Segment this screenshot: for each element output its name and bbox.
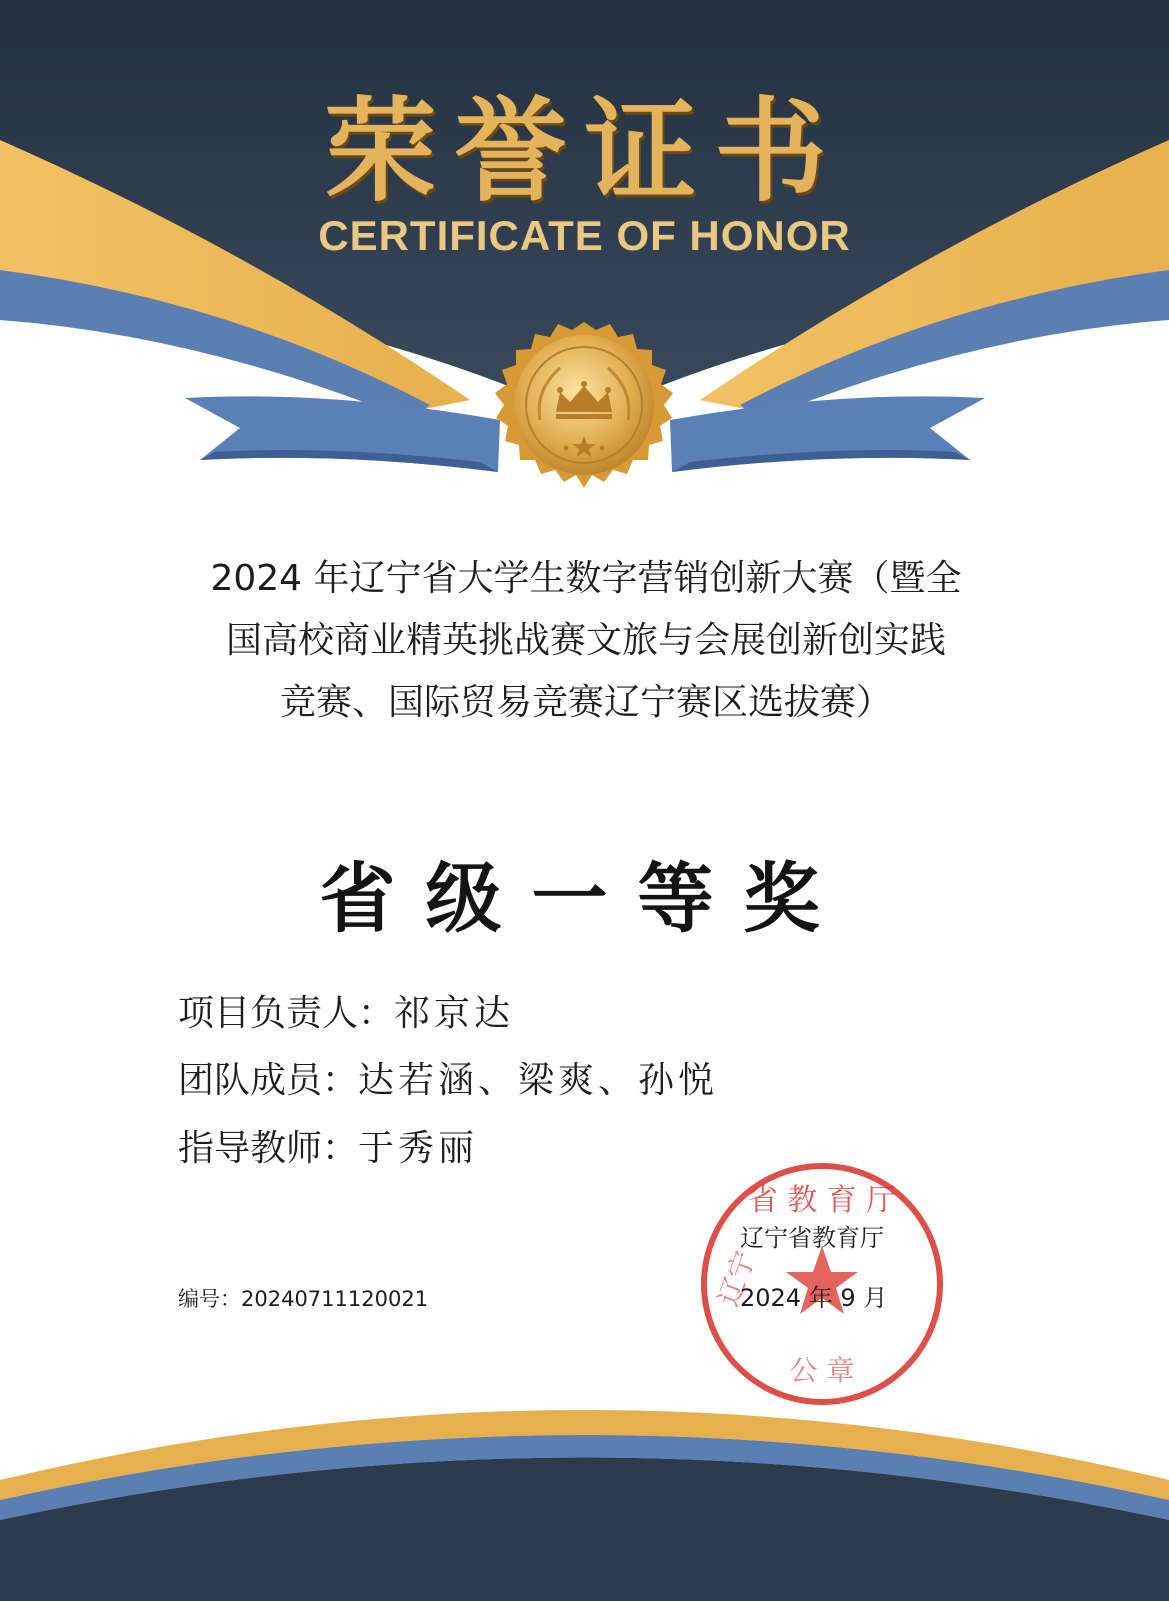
issuer-name: 辽宁省教育厅 [740, 1224, 884, 1252]
svg-text:省 教 育 厅: 省 教 育 厅 [747, 1183, 897, 1218]
advisor-row [178, 1120, 478, 1171]
svg-text:公 章: 公 章 [789, 1354, 855, 1387]
project-leader-row [178, 985, 514, 1036]
team-members-names: 达若涵、梁爽、孙悦 [358, 1060, 719, 1101]
project-leader-label: 项目负责人： [178, 993, 395, 1034]
issue-date: 2024 年 9 月 [740, 1284, 888, 1312]
advisor-name: 于秀丽 [358, 1128, 479, 1169]
svg-text:辽宁: 辽宁 [711, 1246, 762, 1311]
competition-name [180, 548, 992, 734]
serial-number [178, 1283, 428, 1313]
award-level: 省级一等奖 [319, 854, 850, 943]
team-members-row [178, 1052, 718, 1103]
certificate-subtitle: CERTIFICATE OF HONOR [318, 212, 851, 259]
serial-label: 编号： [178, 1287, 241, 1311]
competition-line: 国高校商业精英挑战赛文旅与会展创新创实践 [225, 620, 946, 661]
team-members-label: 团队成员： [178, 1060, 359, 1101]
project-leader-name: 祁京达 [394, 993, 515, 1034]
advisor-label: 指导教师： [178, 1128, 359, 1169]
serial-value: 20240711120021 [241, 1287, 429, 1311]
certificate-title: 荣誉证书 [324, 87, 845, 217]
competition-line: 2024 年辽宁省大学生数字营销创新大赛（暨全 [210, 558, 962, 599]
competition-line: 竞赛、国际贸易竞赛辽宁赛区选拔赛） [279, 682, 892, 723]
